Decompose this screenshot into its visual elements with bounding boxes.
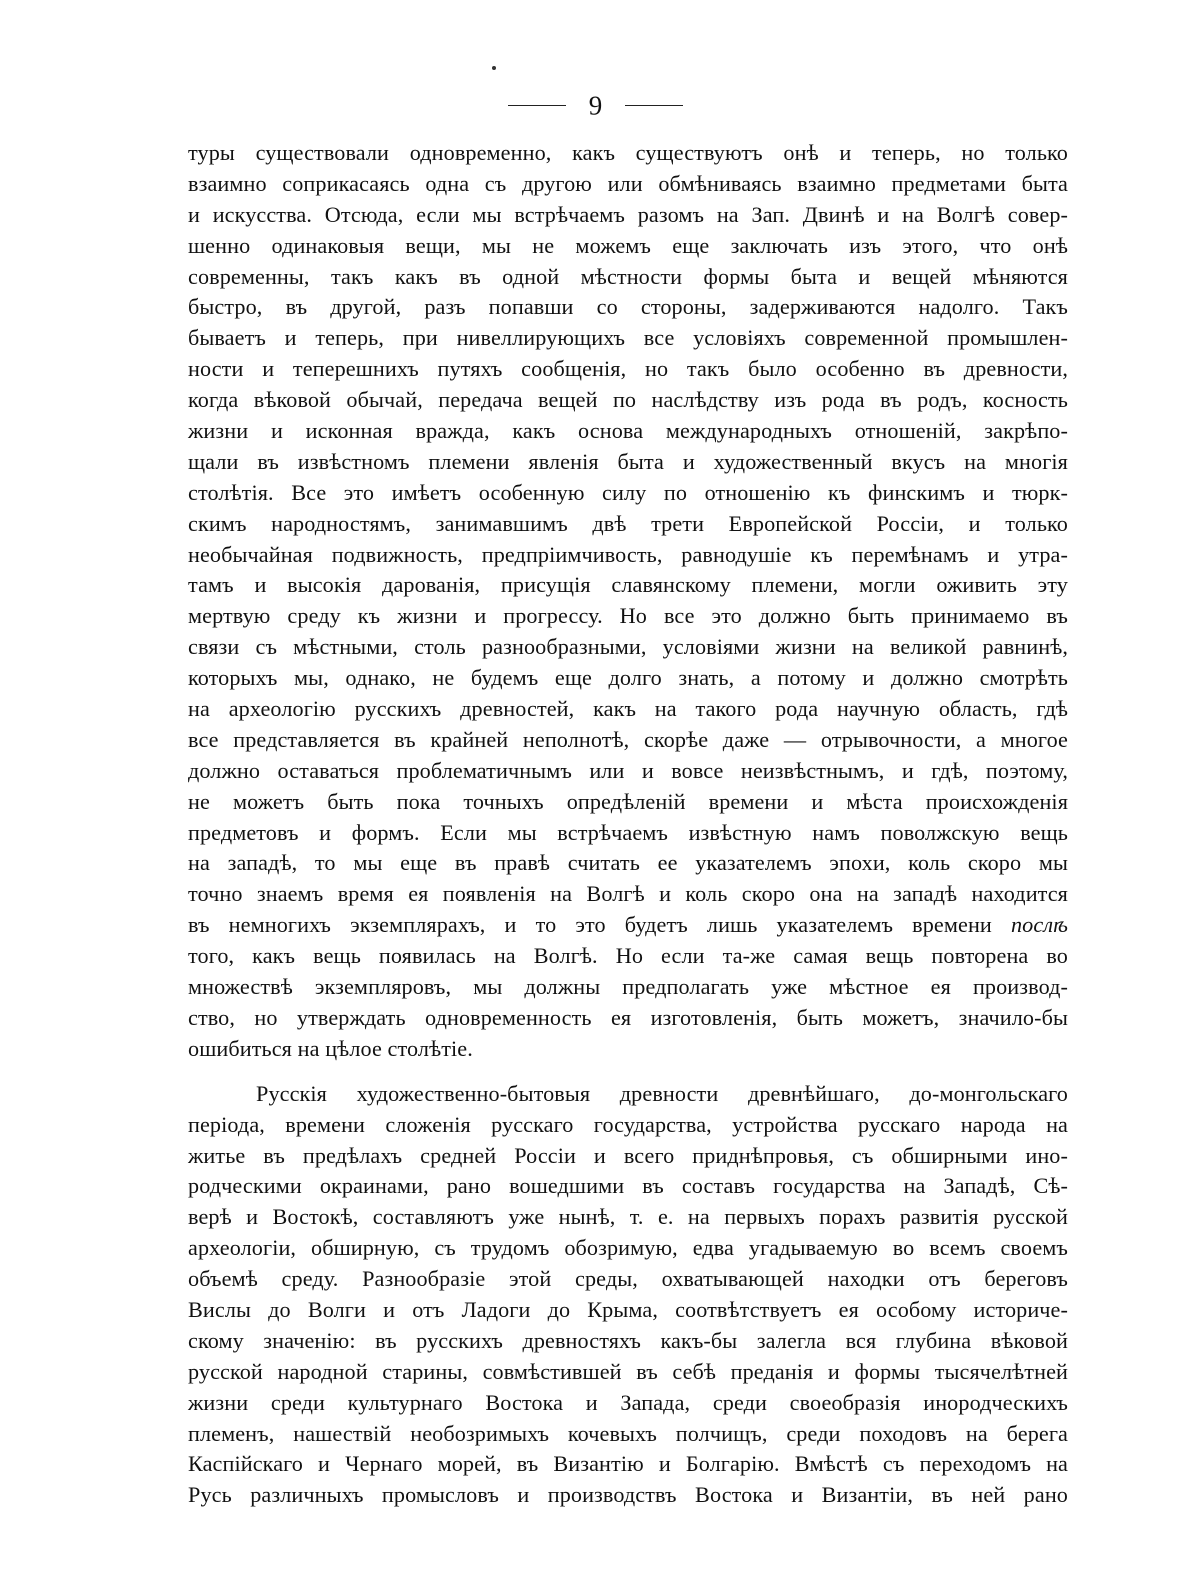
text-line: русской народной старины, совмѣстившей въ себѣ преданія и формы тысячелѣтней xyxy=(188,1358,1068,1384)
text-line: столѣтія. Все это имѣетъ особенную силу по отношенію къ финскимъ и тюрк- xyxy=(188,479,1068,505)
text-line: на археологію русскихъ древностей, какъ на такого рода научную область, гдѣ xyxy=(188,696,1068,722)
text-line: щали въ извѣстномъ племени явленія быта и художественный вкусъ на многія xyxy=(188,448,1068,474)
text-line: которыхъ мы, однако, не будемъ еще долго знать, а потому и должно смотрѣть xyxy=(188,665,1068,691)
text-line: и искусства. Отсюда, если мы встрѣчаемъ разомъ на Зап. Двинѣ и на Волгѣ совер- xyxy=(188,201,1068,227)
text-line: скимъ народностямъ, занимавшимъ двѣ трети Европейской Россіи, и только xyxy=(188,510,1068,536)
italic-word: послѣ xyxy=(1010,912,1068,938)
text-line: бываетъ и теперь, при нивеллирующихъ все условіяхъ современной промышлен- xyxy=(188,325,1068,351)
text-line: родческими окраинами, рано вошедшими въ составъ государства на Западѣ, Сѣ- xyxy=(188,1173,1068,1199)
text-line: когда вѣковой обычай, передача вещей по наслѣдству изъ рода въ родъ, косность xyxy=(188,387,1068,413)
text-line: ности и теперешнихъ путяхъ сообщенія, но такъ было особенно въ древности, xyxy=(188,356,1068,382)
body-text xyxy=(188,138,1068,1511)
print-speck xyxy=(492,66,496,70)
text-run: въ немногихъ экземплярахъ, и то это будетъ лишь указателемъ времени xyxy=(188,912,1011,938)
text-line: жизни и исконная вражда, какъ основа международныхъ отношеній, закрѣпо- xyxy=(188,418,1068,444)
text-line: верѣ и Востокѣ, составляютъ уже нынѣ, т. е. на первыхъ порахъ развитія русской xyxy=(188,1204,1068,1230)
text-line: жизни среди культурнаго Востока и Запада, среди своеобразія инородческихъ xyxy=(188,1389,1068,1415)
text-line: періода, времени сложенія русскаго государства, устройства русскаго народа на xyxy=(188,1111,1068,1137)
text-line: все представляется въ крайней неполнотѣ, скорѣе даже — отрывочности, а многое xyxy=(188,726,1068,752)
paragraph-1 xyxy=(188,138,1068,1065)
text-line: племенъ, нашествій необозримыхъ кочевыхъ полчищъ, среди походовъ на берега xyxy=(188,1420,1068,1446)
text-line: быстро, въ другой, разъ попавши со стороны, задерживаются надолго. Такъ xyxy=(188,294,1068,320)
text-line: объемѣ среду. Разнообразіе этой среды, охватывающей находки отъ береговъ xyxy=(188,1266,1068,1292)
page-number: 9 xyxy=(588,90,603,121)
text-line: житье въ предѣлахъ средней Россіи и всего приднѣпровья, съ обширными ино- xyxy=(188,1142,1068,1168)
text-line-indented: Русскія художественно-бытовыя древности древнѣйшаго, до-монгольскаго xyxy=(256,1080,1068,1106)
header-rule-left xyxy=(508,105,566,106)
text-line: шенно одинаковыя вещи, мы не можемъ еще заключать изъ этого, что онѣ xyxy=(188,232,1068,258)
text-line: Вислы до Волги и отъ Ладоги до Крыма, соотвѣтствуетъ ея особому историче- xyxy=(188,1296,1068,1322)
text-line: взаимно соприкасаясь одна съ другою или обмѣниваясь взаимно предметами быта xyxy=(188,170,1068,196)
text-line: предметовъ и формъ. Если мы встрѣчаемъ извѣстную намъ поволжскую вещь xyxy=(188,819,1068,845)
page-header xyxy=(0,88,1191,121)
text-line: Русь различныхъ промысловъ и производствъ Востока и Византіи, въ ней рано xyxy=(188,1482,1068,1508)
text-line: скому значенію: въ русскихъ древностяхъ какъ-бы залегла вся глубина вѣковой xyxy=(188,1327,1068,1353)
text-line: туры существовали одновременно, какъ существуютъ онѣ и теперь, но только xyxy=(188,140,1068,165)
text-line: археологіи, обширную, съ трудомъ обозримую, едва угадываемую во всемъ своемъ xyxy=(188,1235,1068,1261)
text-line: на западѣ, то мы еще въ правѣ считать ее указателемъ эпохи, коль скоро мы xyxy=(188,850,1068,876)
text-line: Каспійскаго и Чернаго морей, въ Византію и Болгарію. Вмѣстѣ съ переходомъ на xyxy=(188,1451,1068,1477)
text-line-last: ошибиться на цѣлое столѣтіе. xyxy=(188,1035,473,1061)
paragraph-gap xyxy=(188,1065,1068,1079)
text-line: не можетъ быть пока точныхъ опредѣленій времени и мѣста происхожденія xyxy=(188,788,1068,814)
text-line: ство, но утверждать одновременность ея изготовленія, быть можетъ, значило-бы xyxy=(188,1004,1068,1030)
text-line: множествѣ экземпляровъ, мы должны предполагать уже мѣстное ея производ- xyxy=(188,974,1068,1000)
text-line: необычайная подвижность, предпріимчивость, равнодушіе къ перемѣнамъ и утра- xyxy=(188,541,1068,567)
text-line: связи съ мѣстными, столь разнообразными, условіями жизни на великой равнинѣ, xyxy=(188,634,1068,660)
text-line: современны, такъ какъ въ одной мѣстности формы быта и вещей мѣняются xyxy=(188,263,1068,289)
text-line: мертвую среду къ жизни и прогрессу. Но все это должно быть принимаемо въ xyxy=(188,603,1068,629)
text-line-with-italic xyxy=(188,910,1068,941)
text-line: точно знаемъ время ея появленія на Волгѣ и коль скоро она на западѣ находится xyxy=(188,881,1068,907)
text-line: того, какъ вещь появилась на Волгѣ. Но если та-же самая вещь повторена во xyxy=(188,943,1068,969)
header-rule-right xyxy=(625,105,683,106)
text-line: тамъ и высокія дарованія, присущія славянскому племени, могли оживить эту xyxy=(188,572,1068,598)
text-line: должно оставаться проблематичнымъ или и вовсе неизвѣстнымъ, и гдѣ, поэтому, xyxy=(188,757,1068,783)
paragraph-2 xyxy=(188,1079,1068,1511)
